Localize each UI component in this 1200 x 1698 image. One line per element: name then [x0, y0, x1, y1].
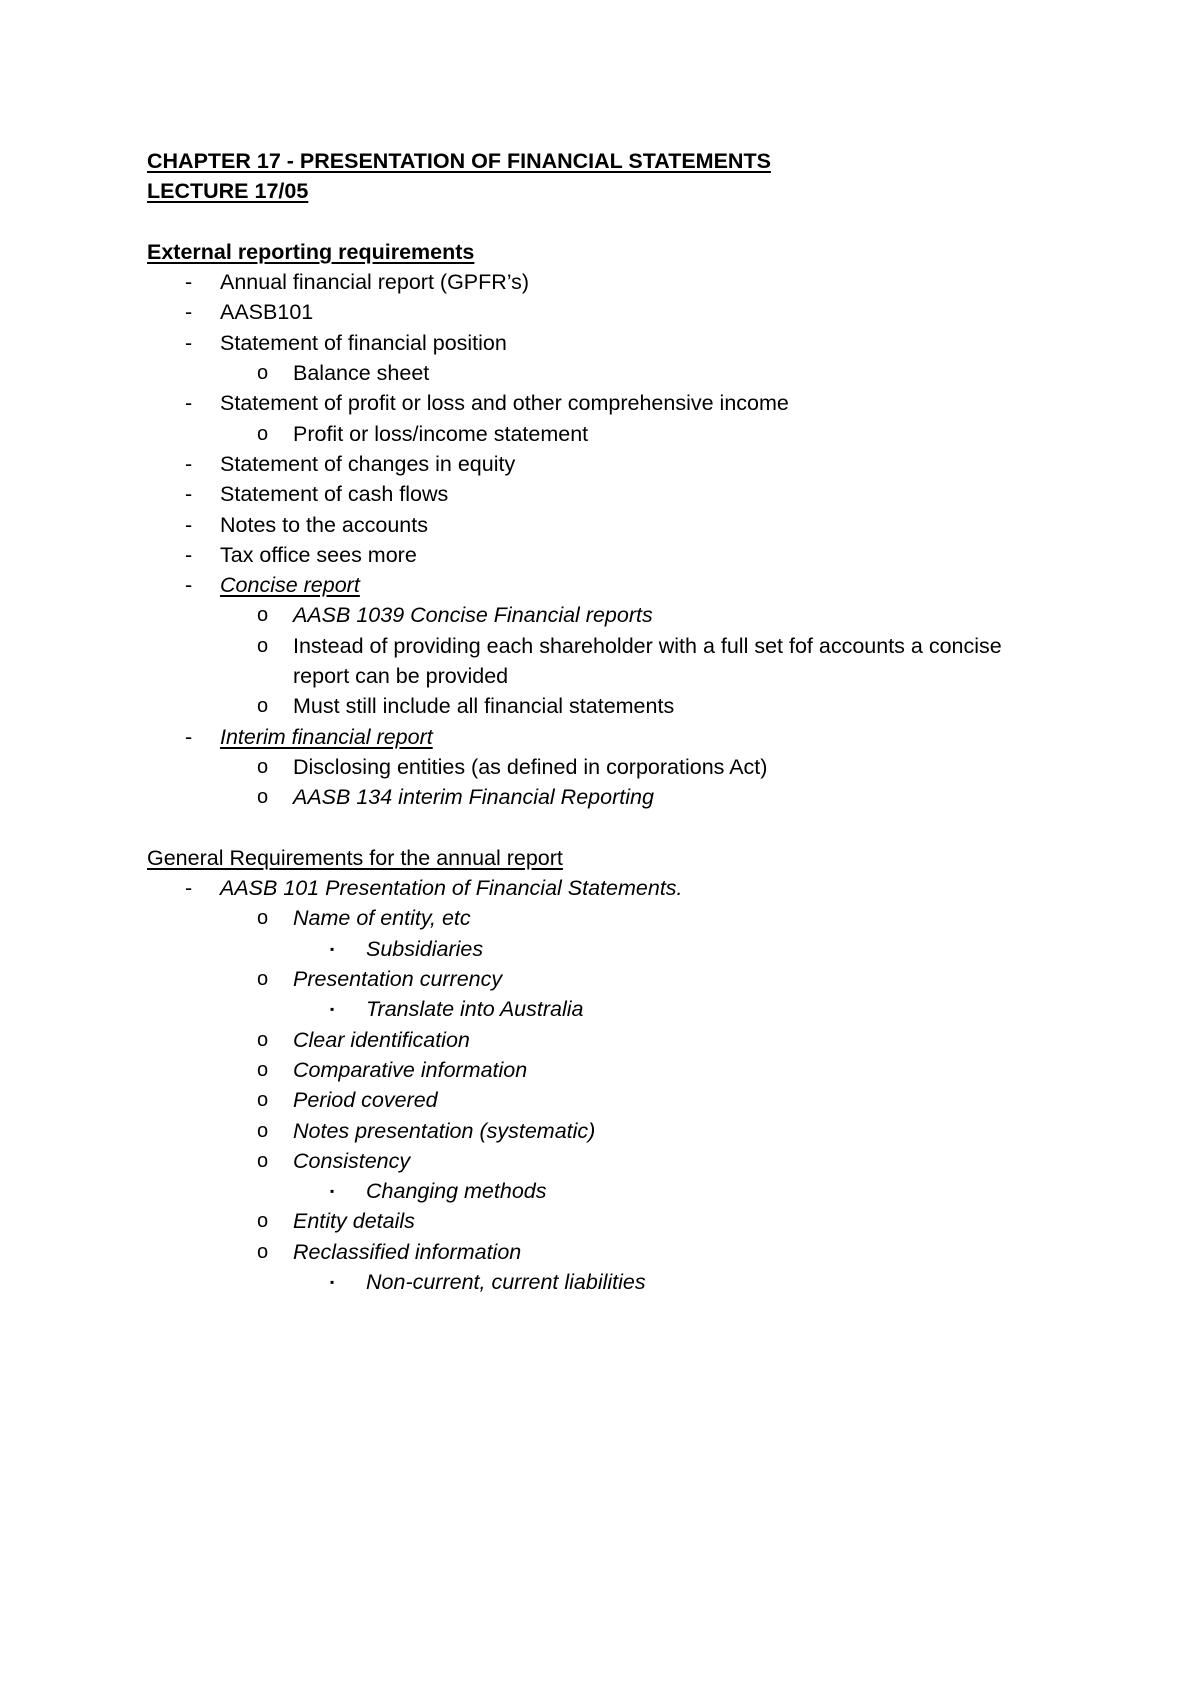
dash-bullet: - [185, 391, 193, 416]
list-item-text: Statement of profit or loss and other comprehensive income [220, 391, 789, 416]
list-item-text: AASB101 [220, 300, 314, 325]
list-item [147, 631, 1087, 692]
list-item [147, 1146, 1087, 1176]
list-item [147, 1085, 1087, 1115]
circle-bullet: o [257, 1058, 269, 1081]
circle-bullet: o [257, 968, 269, 991]
circle-bullet: o [257, 1119, 269, 1142]
list-item-text: Interim financial report [220, 724, 433, 749]
dash-bullet: - [185, 573, 193, 598]
list-item-text: Presentation currency [293, 967, 503, 992]
square-bullet: ▪ [330, 1002, 335, 1017]
list-item [147, 328, 1087, 358]
dash-bullet: - [185, 724, 193, 749]
dash-bullet: - [185, 512, 193, 537]
list-item-text: Tax office sees more [220, 542, 417, 567]
circle-bullet: o [257, 1028, 269, 1051]
list-item-text: Statement of financial position [220, 330, 507, 355]
list-item-text: Disclosing entities (as defined in corporations Act) [293, 754, 768, 779]
list-item [147, 479, 1087, 509]
list-item-text: Comparative information [293, 1057, 528, 1082]
spacer [147, 207, 1087, 237]
list-item [147, 1206, 1087, 1236]
dash-bullet: - [185, 482, 193, 507]
list-item [147, 419, 1087, 449]
list-item [147, 903, 1087, 933]
circle-bullet: o [257, 755, 269, 778]
list-item [147, 1116, 1087, 1146]
circle-bullet: o [257, 695, 269, 718]
list-item [147, 510, 1087, 540]
list-item-text: Translate into Australia [366, 997, 584, 1022]
list-item-text: Non-current, current liabilities [366, 1269, 646, 1294]
list-item [147, 691, 1087, 721]
square-bullet: ▪ [330, 1274, 335, 1289]
dash-bullet: - [185, 300, 193, 325]
list-item [147, 1237, 1087, 1267]
list-item [147, 600, 1087, 630]
list-item-text: Period covered [293, 1088, 438, 1113]
list-item [147, 994, 1087, 1024]
dash-bullet: - [185, 876, 193, 901]
circle-bullet: o [257, 604, 269, 627]
list-item-text: AASB 1039 Concise Financial reports [293, 603, 653, 628]
list-item [147, 358, 1087, 388]
section-heading-external-reporting: External reporting requirements [147, 239, 475, 264]
circle-bullet: o [257, 907, 269, 930]
list-item [147, 540, 1087, 570]
dash-bullet: - [185, 330, 193, 355]
list-item-text: Notes to the accounts [220, 512, 428, 537]
circle-bullet: o [257, 786, 269, 809]
list-item-text: Notes presentation (systematic) [293, 1118, 596, 1143]
list-item [147, 722, 1087, 752]
list-item-text: Profit or loss/income statement [293, 421, 589, 446]
circle-bullet: o [257, 1210, 269, 1233]
list-item-text: Name of entity, etc [293, 906, 471, 931]
list-item-text: Subsidiaries [366, 936, 484, 961]
list-item-text: Instead of providing each shareholder with a full set fof accounts a concise report can be provided [293, 633, 1002, 689]
list-item [147, 297, 1087, 327]
list-item-text: AASB 101 Presentation of Financial Statements. [220, 876, 683, 901]
list-item-text: Must still include all financial statements [293, 694, 675, 719]
chapter-title: CHAPTER 17 - PRESENTATION OF FINANCIAL STATEMENTS [147, 149, 771, 173]
list-item [147, 873, 1087, 903]
circle-bullet: o [257, 1149, 269, 1172]
dash-bullet: - [185, 270, 193, 295]
list-item [147, 1176, 1087, 1206]
circle-bullet: o [257, 422, 269, 445]
list-item-text: AASB 134 interim Financial Reporting [293, 785, 654, 810]
circle-bullet: o [257, 634, 269, 657]
list-item-text: Consistency [293, 1148, 411, 1173]
list-item-text: Statement of changes in equity [220, 451, 516, 476]
list-item [147, 1267, 1087, 1297]
dash-bullet: - [185, 542, 193, 567]
square-bullet: ▪ [330, 1184, 335, 1199]
list-item [147, 934, 1087, 964]
section-heading-general-requirements: General Requirements for the annual report [147, 845, 563, 870]
list-item [147, 1055, 1087, 1085]
list-item-text: Balance sheet [293, 361, 430, 386]
list-item-text: Reclassified information [293, 1239, 522, 1264]
circle-bullet: o [257, 1089, 269, 1112]
dash-bullet: - [185, 451, 193, 476]
spacer [147, 813, 1087, 843]
square-bullet: ▪ [330, 941, 335, 956]
list-item [147, 752, 1087, 782]
list-item-text: Clear identification [293, 1027, 470, 1052]
list-item [147, 1025, 1087, 1055]
list-item-text: Annual financial report (GPFR’s) [220, 270, 530, 295]
list-item [147, 267, 1087, 297]
lecture-subtitle: LECTURE 17/05 [147, 179, 309, 204]
list-item [147, 388, 1087, 418]
list-item-text: Concise report [220, 573, 360, 598]
list-item-text: Statement of cash flows [220, 482, 449, 507]
circle-bullet: o [257, 1240, 269, 1263]
document-page [147, 146, 1087, 1297]
list-item-text: Entity details [293, 1209, 415, 1234]
list-item [147, 782, 1087, 812]
list-item [147, 964, 1087, 994]
circle-bullet: o [257, 362, 269, 385]
list-item [147, 570, 1087, 600]
list-item-text: Changing methods [366, 1179, 547, 1204]
list-item [147, 449, 1087, 479]
